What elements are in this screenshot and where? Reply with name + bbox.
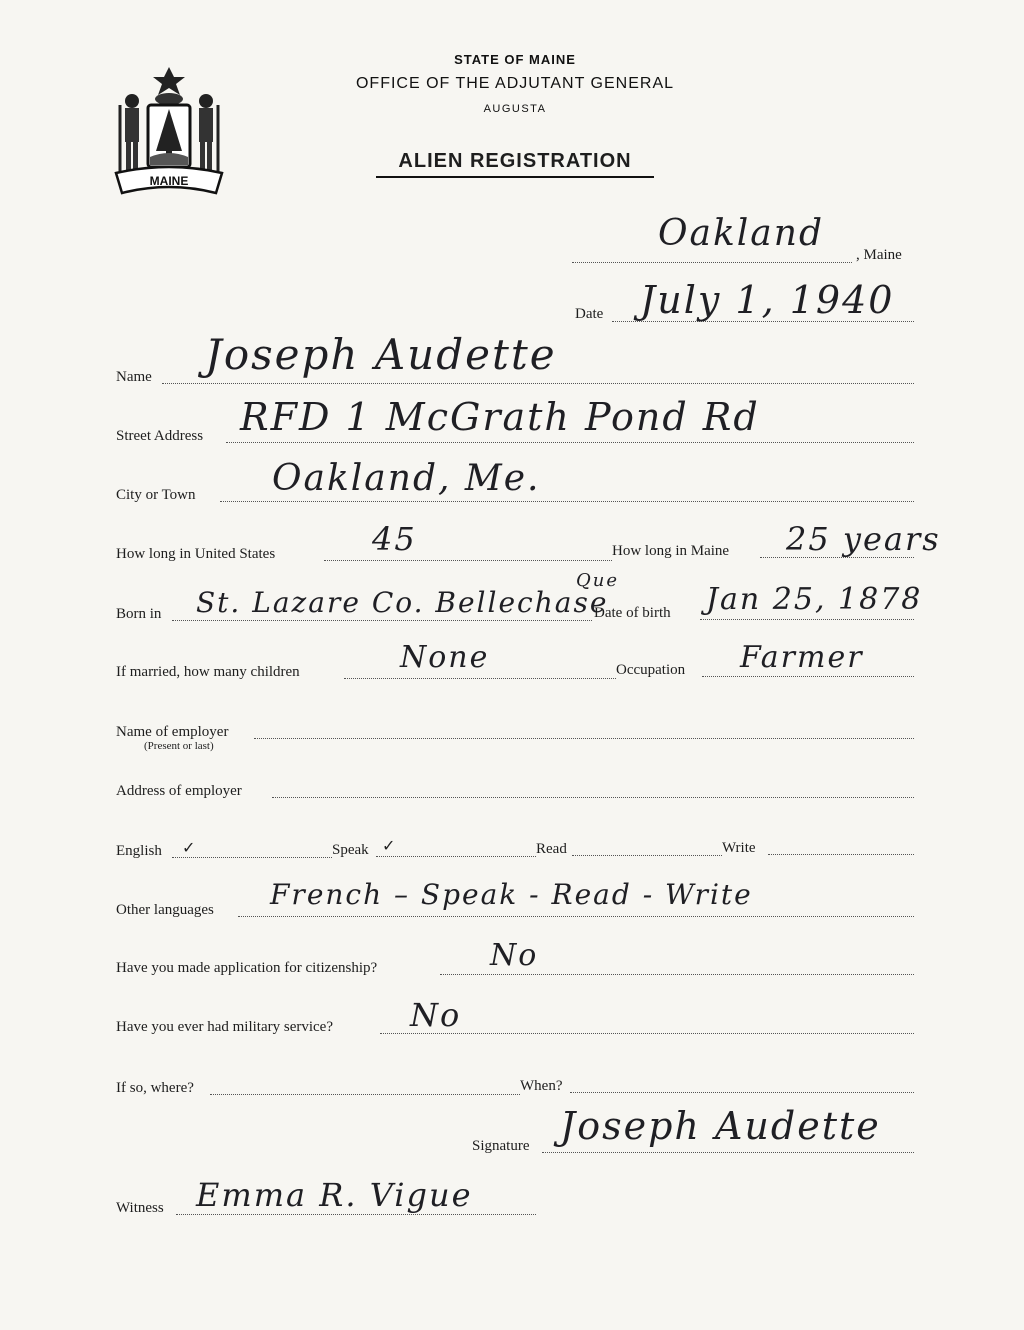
name-value: Joseph Audette xyxy=(205,330,557,379)
citizenship-line xyxy=(440,974,914,975)
form-title: ALIEN REGISTRATION xyxy=(376,150,654,178)
occupation-line xyxy=(702,676,914,677)
employer-address-line xyxy=(272,797,914,798)
town-value: Oakland xyxy=(658,213,824,254)
write-label: Write xyxy=(722,840,756,856)
occupation-label: Occupation xyxy=(616,662,686,678)
citizenship-label: Have you made application for citizenship? xyxy=(116,960,378,976)
how-long-us-line xyxy=(324,560,612,561)
citizenship-value: No xyxy=(490,938,539,973)
born-in-note: Que xyxy=(576,570,620,591)
born-in-label: Born in xyxy=(116,606,162,622)
street-label: Street Address xyxy=(116,428,204,444)
witness-label: Witness xyxy=(116,1200,164,1216)
how-long-maine-label: How long in Maine xyxy=(612,543,730,559)
employer-address-label: Address of employer xyxy=(116,783,242,799)
other-languages-line xyxy=(238,916,914,917)
city-label: City or Town xyxy=(116,487,196,503)
born-in-value: St. Lazare Co. Bellechase xyxy=(196,586,609,619)
date-label: Date xyxy=(575,306,604,322)
maine-label: , Maine xyxy=(856,247,902,263)
office-heading: OFFICE OF THE ADJUTANT GENERAL xyxy=(355,75,675,92)
witness-line xyxy=(176,1214,536,1215)
date-of-birth-label: Date of birth xyxy=(594,605,671,621)
children-label: If married, how many children xyxy=(116,664,300,680)
other-languages-value: French – Speak - Read - Write xyxy=(270,878,753,911)
signature-value: Joseph Audette xyxy=(560,1104,881,1148)
seal-text: MAINE xyxy=(149,174,189,188)
speak-label: Speak xyxy=(332,842,369,858)
employer-label: Name of employer xyxy=(116,724,229,740)
employer-note: (Present or last) xyxy=(144,740,214,752)
speak-check-icon: ✓ xyxy=(382,836,396,855)
date-of-birth-value: Jan 25, 1878 xyxy=(706,582,923,617)
city-value: Oakland, Me. xyxy=(272,458,541,499)
when-label: When? xyxy=(520,1078,563,1094)
town-line xyxy=(572,262,852,263)
name-label: Name xyxy=(116,369,152,385)
name-line xyxy=(162,383,914,384)
write-line xyxy=(768,854,914,855)
date-of-birth-line xyxy=(700,619,914,620)
witness-value: Emma R. Vigue xyxy=(196,1176,473,1214)
military-value: No xyxy=(410,996,462,1034)
state-heading: STATE OF MAINE xyxy=(454,52,576,67)
where-line xyxy=(210,1094,520,1095)
english-check-icon: ✓ xyxy=(182,838,196,857)
english-line xyxy=(172,857,332,858)
where-label: If so, where? xyxy=(116,1080,194,1096)
signature-line xyxy=(542,1152,914,1153)
read-label: Read xyxy=(536,841,567,857)
city-heading: AUGUSTA xyxy=(483,103,547,115)
how-long-us-label: How long in United States xyxy=(116,546,276,562)
date-value: July 1, 1940 xyxy=(640,278,895,322)
read-line xyxy=(572,855,722,856)
other-languages-label: Other languages xyxy=(116,902,214,918)
english-label: English xyxy=(116,843,162,859)
how-long-maine-value: 25 years xyxy=(786,520,941,558)
city-line xyxy=(220,501,914,502)
children-line xyxy=(344,678,616,679)
military-label: Have you ever had military service? xyxy=(116,1019,333,1035)
occupation-value: Farmer xyxy=(740,640,864,675)
employer-line xyxy=(254,738,914,739)
when-line xyxy=(570,1092,914,1093)
children-value: None xyxy=(400,640,490,675)
speak-line xyxy=(376,856,536,857)
how-long-us-value: 45 xyxy=(372,520,417,558)
street-value: RFD 1 McGrath Pond Rd xyxy=(240,395,760,439)
street-line xyxy=(226,442,914,443)
signature-label: Signature xyxy=(472,1138,530,1154)
born-in-line xyxy=(172,620,592,621)
maine-seal-icon xyxy=(110,65,228,197)
